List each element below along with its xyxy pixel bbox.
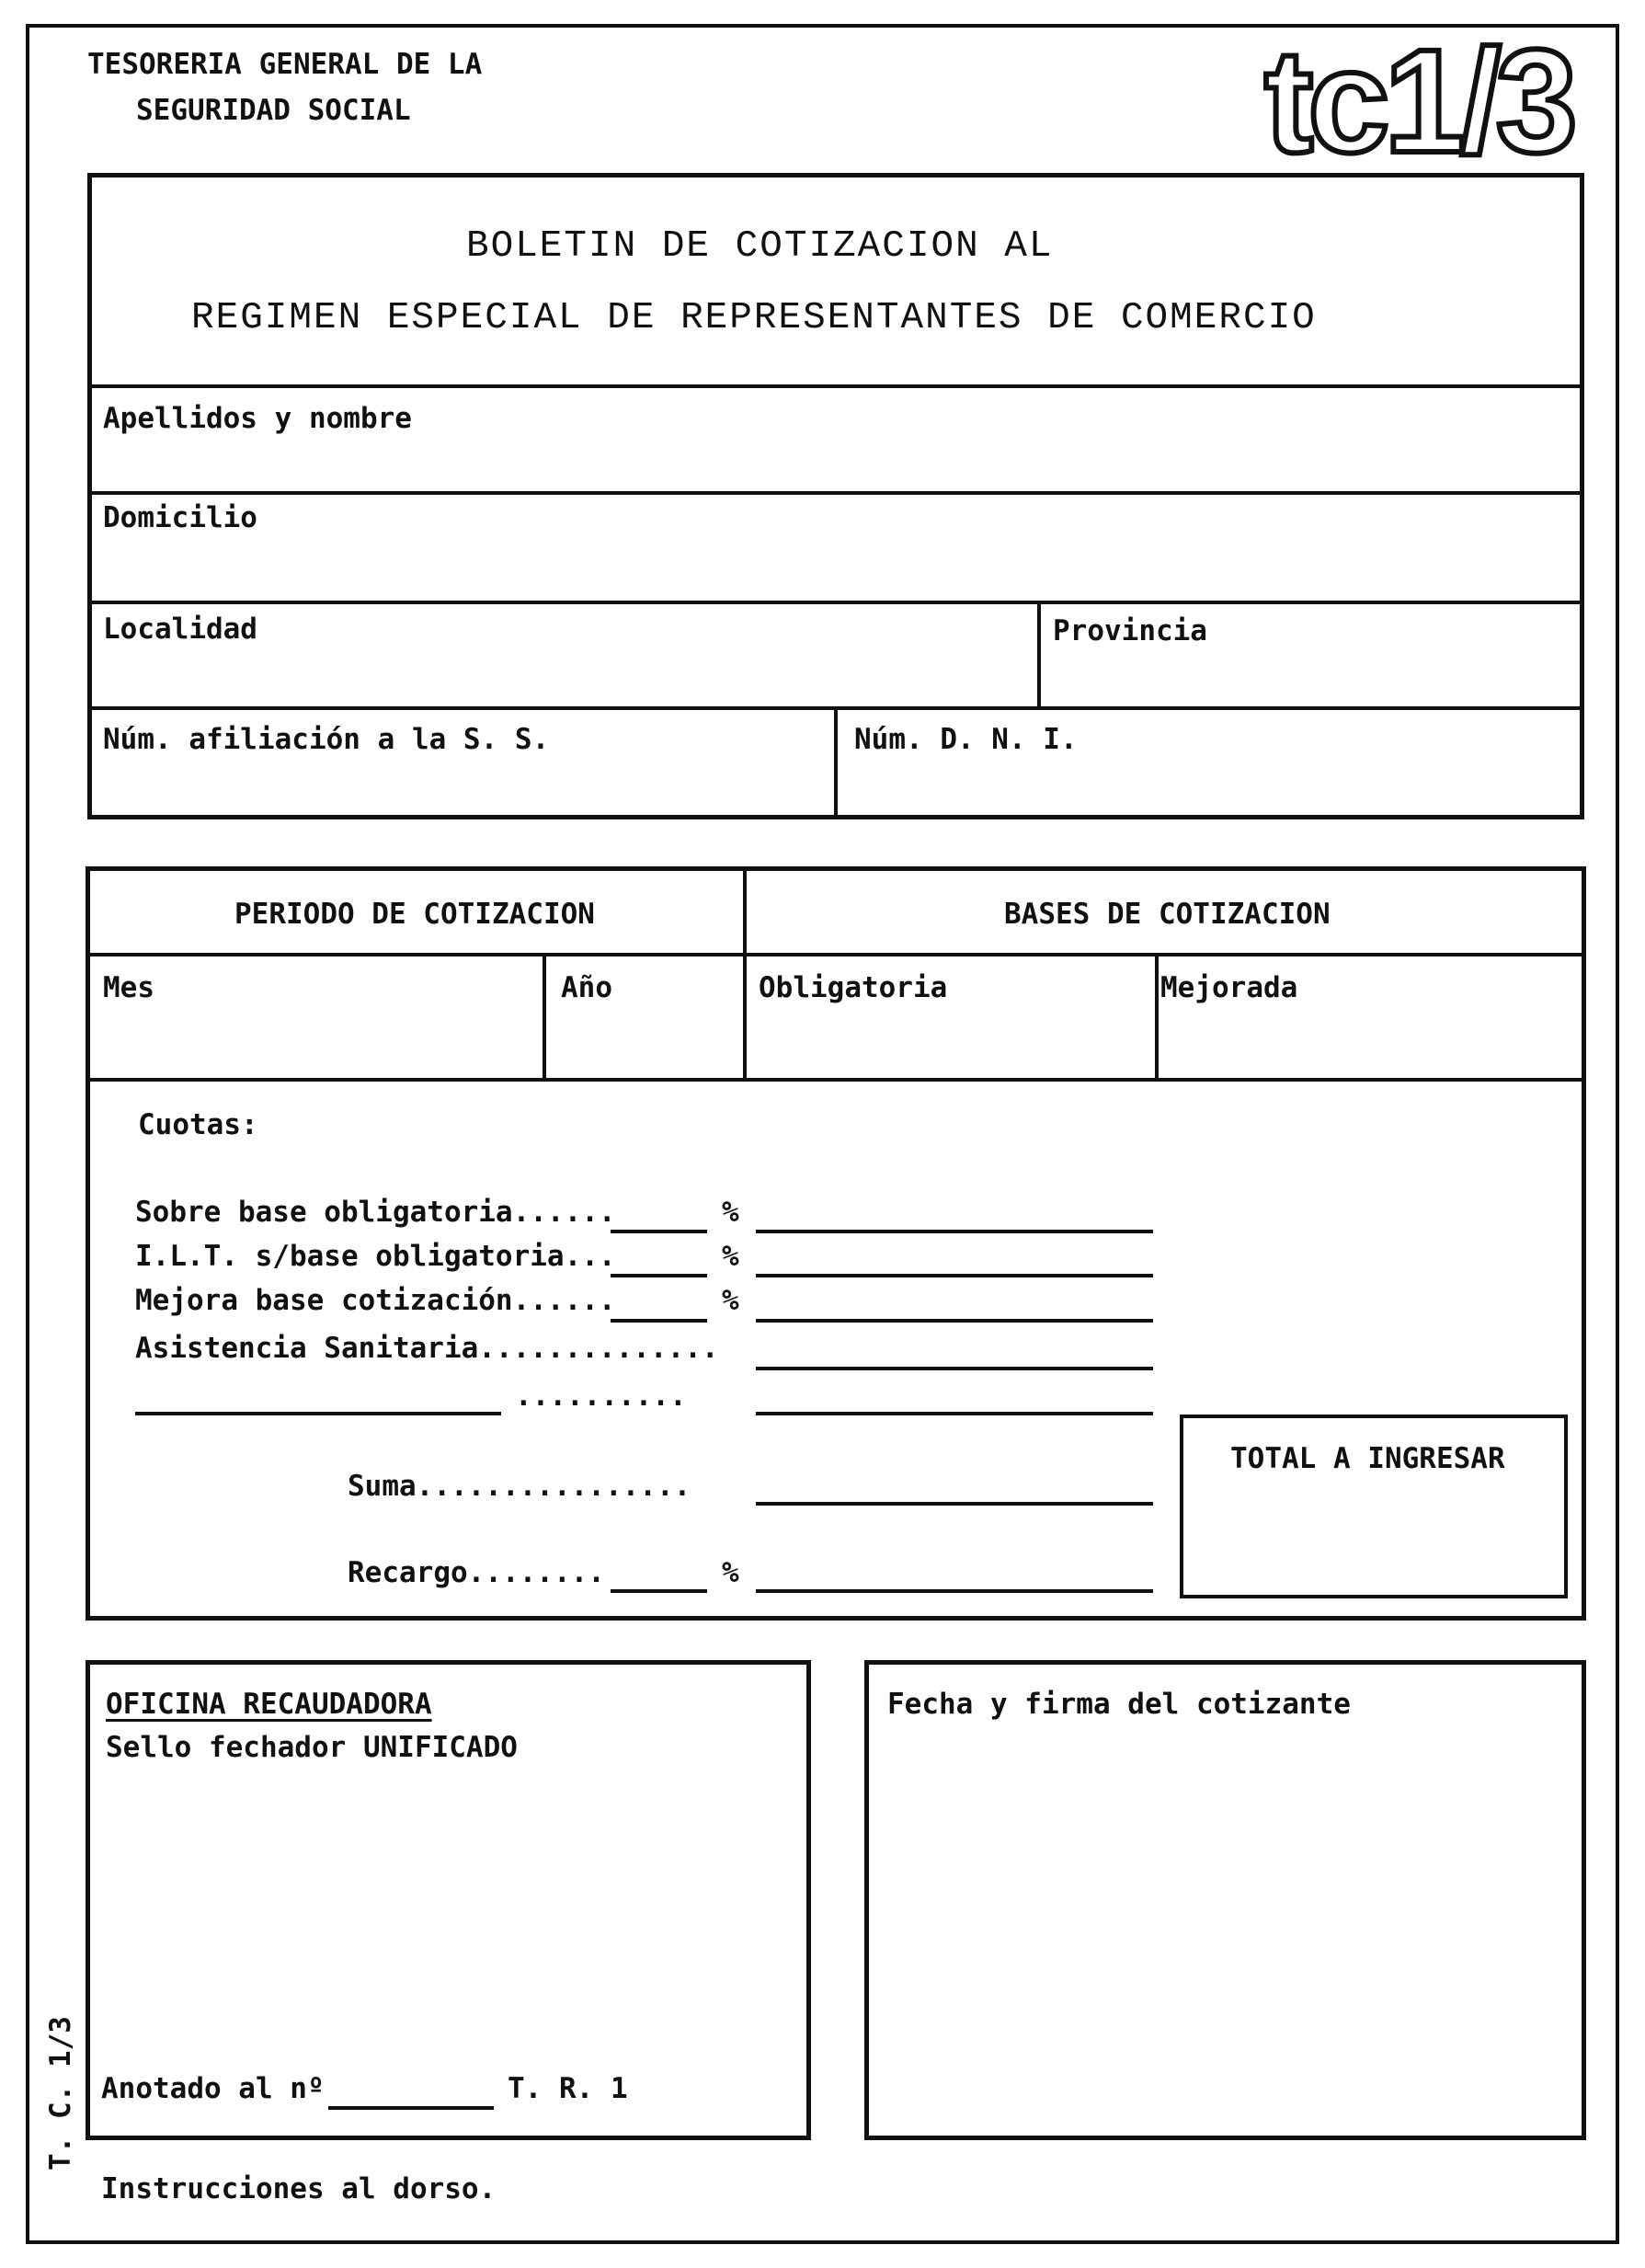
signature-label: Fecha y firma del cotizante — [887, 1688, 1351, 1721]
improved-base-field[interactable] — [1159, 956, 1582, 1074]
instructions-note: Instrucciones al dorso. — [101, 2172, 497, 2205]
office-heading: OFICINA RECAUDADORA — [106, 1688, 432, 1721]
percent-input[interactable] — [611, 1274, 707, 1277]
quota-row-label: I.L.T. s/base obligatoria... — [135, 1240, 616, 1273]
address-field[interactable] — [91, 495, 1581, 596]
ss-number-field-label: Núm. afiliación a la S. S. — [103, 723, 550, 756]
surcharge-amount-input[interactable] — [756, 1589, 1153, 1593]
amount-input[interactable] — [756, 1230, 1153, 1233]
quota-row-label: Sobre base obligatoria...... — [135, 1196, 616, 1229]
improved-base-field-label: Mejorada — [1160, 971, 1298, 1004]
org-name-line1: TESORERIA GENERAL DE LA — [87, 48, 483, 81]
sum-label: Suma................ — [348, 1470, 691, 1503]
quota-row-label: Asistencia Sanitaria.............. — [135, 1332, 719, 1365]
signature-box[interactable] — [864, 1660, 1586, 2140]
amount-input[interactable] — [756, 1274, 1153, 1277]
form-title-line2: REGIMEN ESPECIAL DE REPRESENTANTES DE COMERCIO — [191, 297, 1317, 339]
name-field[interactable] — [91, 388, 1581, 489]
province-field[interactable] — [1041, 604, 1581, 705]
percent-sign: % — [722, 1196, 739, 1229]
amount-input[interactable] — [756, 1412, 1153, 1415]
surcharge-percent-input[interactable] — [611, 1589, 707, 1593]
locality-field-label: Localidad — [103, 613, 257, 646]
percent-sign: % — [722, 1240, 739, 1273]
month-field-label: Mes — [103, 971, 154, 1004]
noted-label: Anotado al nº — [101, 2072, 325, 2105]
divider — [86, 1078, 1586, 1082]
org-name-line2: SEGURIDAD SOCIAL — [136, 94, 411, 127]
quotas-heading: Cuotas: — [138, 1108, 258, 1141]
percent-sign: % — [722, 1556, 739, 1589]
name-field-label: Apellidos y nombre — [103, 402, 412, 435]
bases-header: BASES DE COTIZACION — [1004, 898, 1331, 931]
percent-sign: % — [722, 1284, 739, 1317]
year-field-label: Año — [561, 971, 612, 1004]
percent-input[interactable] — [611, 1319, 707, 1323]
sum-input[interactable] — [756, 1502, 1153, 1506]
locality-field[interactable] — [91, 604, 1034, 705]
form-logo: tc1/3 — [1264, 18, 1572, 183]
mandatory-base-field[interactable] — [747, 956, 1151, 1074]
noted-number-input[interactable] — [328, 2106, 494, 2110]
total-label: TOTAL A INGRESAR — [1230, 1442, 1505, 1475]
form-title-line1: BOLETIN DE COTIZACION AL — [466, 225, 1054, 268]
dni-field-label: Núm. D. N. I. — [854, 723, 1078, 756]
quota-row-label: Mejora base cotización...... — [135, 1284, 616, 1317]
year-field[interactable] — [546, 956, 739, 1074]
custom-concept-input[interactable] — [135, 1412, 501, 1415]
amount-input[interactable] — [756, 1319, 1153, 1323]
quota-row-dots: .......... — [515, 1380, 687, 1413]
dni-field[interactable] — [838, 710, 1581, 813]
period-header: PERIODO DE COTIZACION — [234, 898, 595, 931]
address-field-label: Domicilio — [103, 501, 257, 534]
ss-number-field[interactable] — [91, 710, 830, 813]
side-form-code: T. C. 1/3 — [44, 2016, 77, 2171]
percent-input[interactable] — [611, 1230, 707, 1233]
surcharge-label: Recargo........ — [348, 1556, 605, 1589]
mandatory-base-field-label: Obligatoria — [759, 971, 948, 1004]
month-field[interactable] — [89, 956, 540, 1074]
stamp-label: Sello fechador UNIFICADO — [106, 1731, 518, 1764]
amount-input[interactable] — [756, 1367, 1153, 1370]
province-field-label: Provincia — [1053, 614, 1207, 647]
tr-label: T. R. 1 — [508, 2072, 628, 2105]
